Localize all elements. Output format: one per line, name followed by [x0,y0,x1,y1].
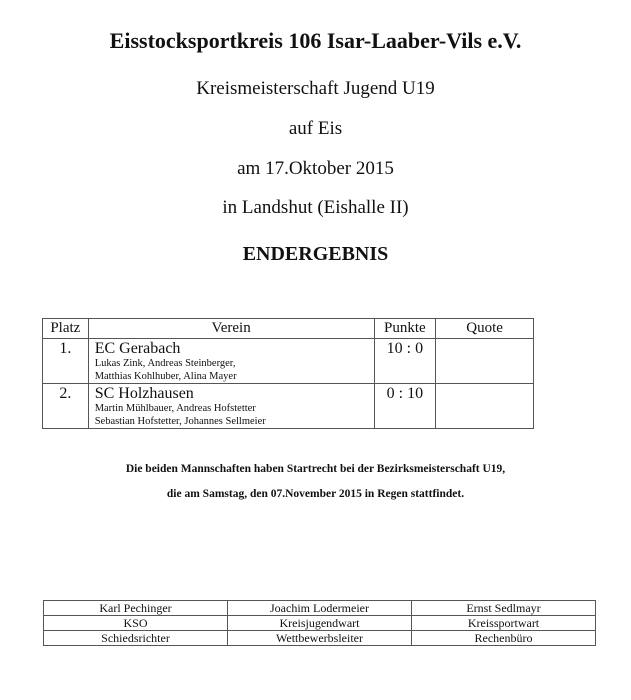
organization-title: Eisstocksportkreis 106 Isar-Laaber-Vils e.V. [109,28,522,53]
column-header-punkte: Punkte [374,319,436,339]
officials-titles-row [44,616,596,631]
players-line: Lukas Zink, Andreas Steinberger, [94,358,236,369]
results-header-row [43,319,534,339]
punkte-cell [374,339,436,384]
official-role: Wettbewerbsleiter [228,631,412,646]
event-date: am 17.Oktober 2015 [237,158,394,179]
platz-cell [43,384,89,429]
official-role: Schiedsrichter [44,631,228,646]
results-table [42,318,534,429]
official-name: Karl Pechinger [44,601,228,616]
players-line: Martin Mühlbauer, Andreas Hofstetter [94,403,256,414]
punkte-value: 10 : 0 [386,340,424,357]
punkte-value: 0 : 10 [386,385,424,402]
qualification-note-line1: Die beiden Mannschaften haben Startrecht bei der Bezirksmeisterschaft U19, [125,463,506,475]
event-surface: auf Eis [288,118,343,139]
platz-value: 1. [59,340,72,357]
official-role: Rechenbüro [412,631,596,646]
platz-cell [43,339,89,384]
officials-table [43,600,596,646]
official-title: Kreissportwart [412,616,596,631]
column-header-quote: Quote [436,319,534,339]
quote-cell [436,384,534,429]
official-name: Ernst Sedlmayr [412,601,596,616]
officials-roles-row [44,631,596,646]
players-line: Matthias Kohlhuber, Alina Mayer [94,370,237,382]
official-title: KSO [44,616,228,631]
punkte-cell [374,384,436,429]
club-name: EC Gerabach [94,340,181,357]
official-name: Joachim Lodermeier [228,601,412,616]
verein-cell [88,339,374,384]
qualification-note-line2: die am Samstag, den 07.November 2015 in Regen stattfindet. [166,488,465,500]
quote-cell [436,339,534,384]
verein-cell [88,384,374,429]
table-row [43,339,534,384]
official-title: Kreisjugendwart [228,616,412,631]
club-name: SC Holzhausen [94,385,194,402]
column-header-verein: Verein [88,319,374,339]
event-location: in Landshut (Eishalle II) [222,197,409,218]
players-line: Sebastian Hofstetter, Johannes Sellmeier [94,415,266,427]
table-row [43,384,534,429]
result-heading: ENDERGEBNIS [242,243,389,265]
officials-names-row [44,601,596,616]
event-title: Kreismeisterschaft Jugend U19 [196,78,435,99]
column-header-platz: Platz [43,319,89,339]
platz-value: 2. [59,385,72,402]
